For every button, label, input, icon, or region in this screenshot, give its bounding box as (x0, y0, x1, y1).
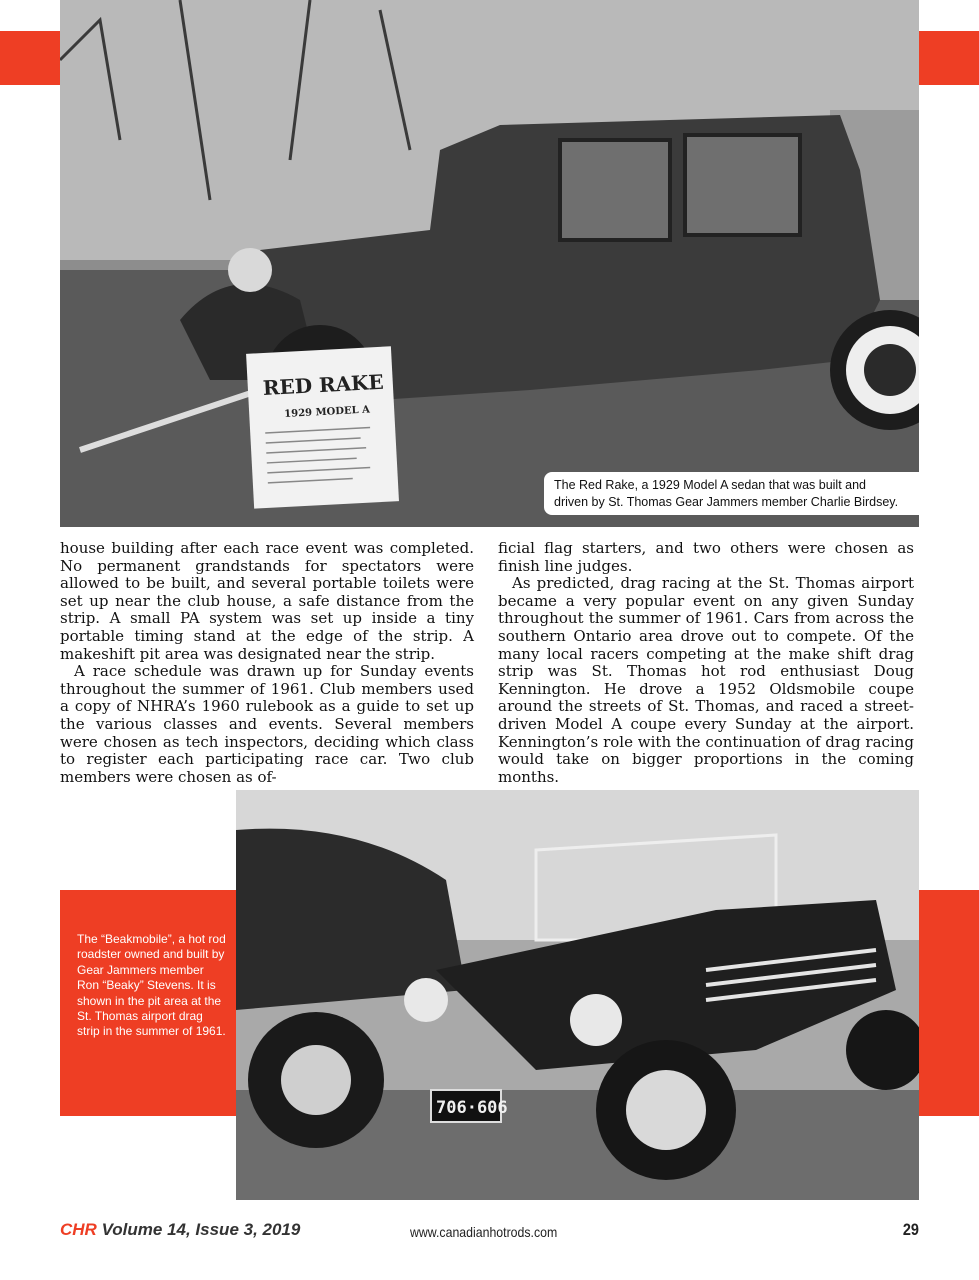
footer-brand: CHR (60, 1220, 97, 1239)
right-paragraph-2: As predicted, drag racing at the St. Thomas airport became a very popular event on any given Sunday throughout the summer of 1961. Cars from across the southern Ontario area drove out to compete. Of the many local racers competing at the make shift drag strip was St. Thomas hot rod enthusiast Doug Kennington. He drove a 1952 Oldsmobile coupe around the streets of St. Thomas, and raced a street-driven Model A coupe every Sunday at the airport. Kennington’s role with the continuation of drag racing would take on bigger proportions in the coming months. (498, 574, 914, 786)
beakmobile-photo (236, 790, 919, 1200)
red-rake-caption-line-2: driven by St. Thomas Gear Jammers member Charlie Birdsey. (554, 495, 899, 509)
article-left-column (60, 540, 474, 786)
red-rake-caption (544, 472, 919, 515)
footer-issue (60, 1220, 300, 1244)
license-plate: 706·606 (436, 1098, 508, 1118)
footer-volume: Volume 14, Issue 3, 2019 (101, 1220, 301, 1239)
side-accent-band (919, 890, 979, 1116)
sign-title: RED RAKE (262, 369, 385, 401)
left-paragraph-2: A race schedule was drawn up for Sunday events throughout the summer of 1961. Club members used a copy of NHRA’s 1960 rulebook as a guide to set up the various classes and events. Several members were chosen as tech inspectors, deciding which class to register each participating race car. Two club members were chosen as of- (60, 662, 474, 786)
beakmobile-caption: The “Beakmobile”, a hot rod roadster owned and built by Gear Jammers member Ron “Beaky” Stevens. It is shown in the pit area at the St. Thomas airport drag strip in the summer of 1961. (60, 890, 236, 1116)
article-right-column (498, 540, 914, 786)
red-rake-photo-art (60, 0, 919, 527)
page-number: 29 (902, 1220, 919, 1239)
right-paragraph-1: ficial flag starters, and two others were chosen as finish line judges. (498, 539, 914, 575)
footer-url[interactable]: www.canadianhotrods.com (410, 1224, 558, 1240)
red-rake-caption-line-1: The Red Rake, a 1929 Model A sedan that was built and (554, 478, 867, 492)
red-rake-photo (60, 0, 919, 527)
sign-subtitle: 1929 MODEL A (284, 404, 371, 420)
beakmobile-photo-art (236, 790, 919, 1200)
left-paragraph-1: house building after each race event was completed. No permanent grandstands for spectators were allowed to be built, and several portable toilets were set up near the club house, a safe distance from the strip. A small PA system was set up inside a tiny portable timing stand at the edge of the strip. A makeshift pit area was designated near the strip. (60, 539, 474, 663)
